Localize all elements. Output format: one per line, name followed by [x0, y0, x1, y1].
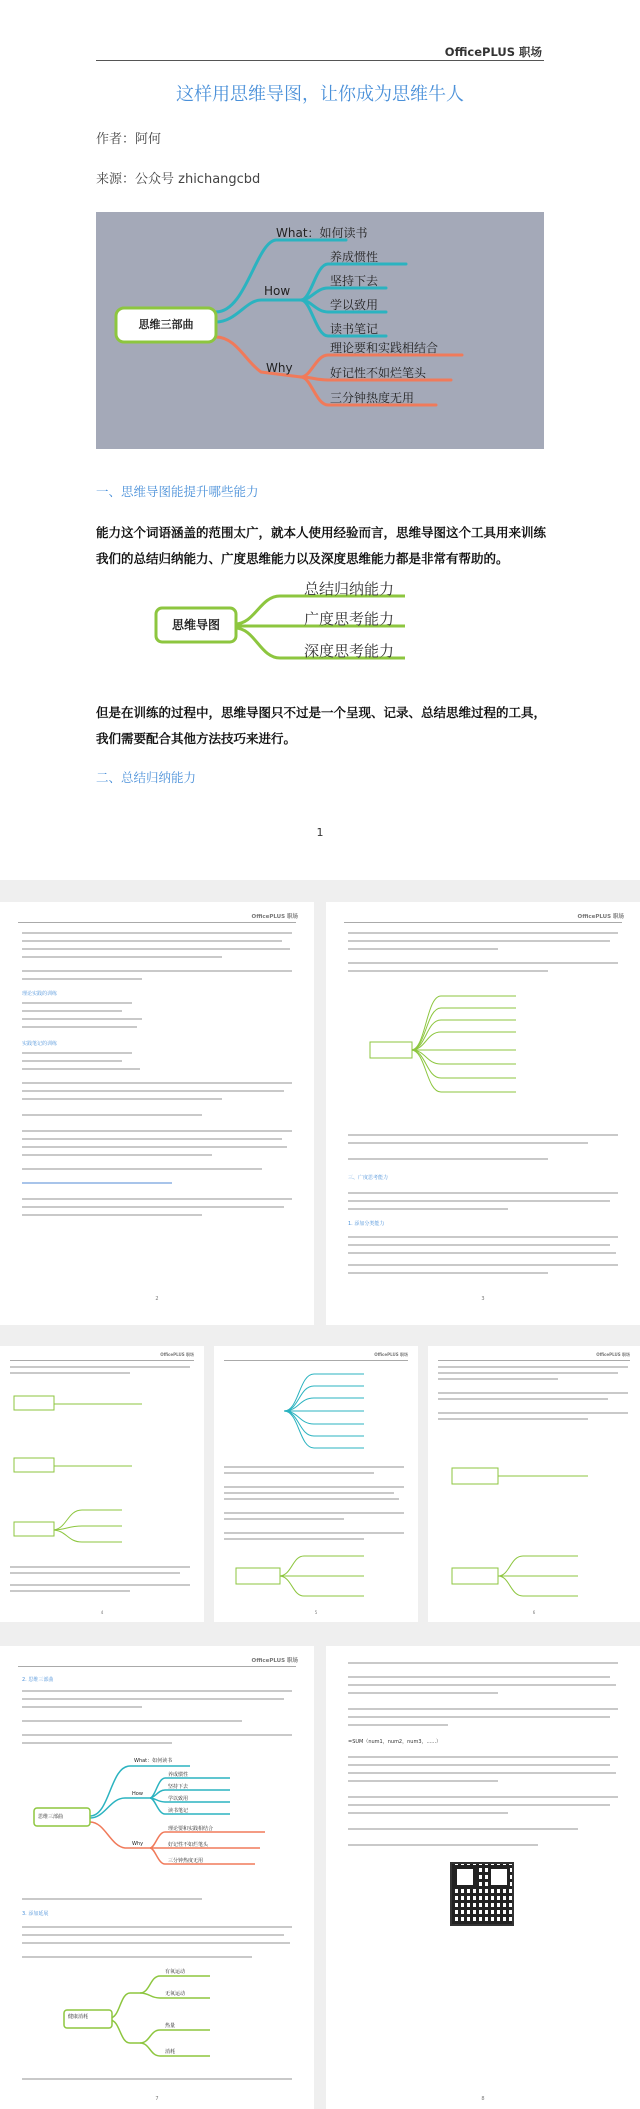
- page-number: 7: [155, 2096, 159, 2102]
- mindmap-center-label: 健康消耗: [68, 2014, 89, 2020]
- document-page-8: [326, 1646, 640, 2109]
- author-line: 作者：阿何: [96, 132, 162, 147]
- section-heading: 2. 思维三部曲: [22, 1677, 54, 1683]
- document-page-5: [214, 1346, 418, 1622]
- header-rule: [18, 1666, 296, 1667]
- paragraph-2: 但是在训练的过程中，思维导图只不过是一个呈现、记录、总结思维过程的工具，我们需要配合其他方法技巧来进行。: [96, 705, 547, 746]
- document-page-6: [428, 1346, 640, 1622]
- mindmap-item: 学以致用: [168, 1796, 189, 1802]
- mindmap-center-label: 思维三部曲: [138, 318, 194, 331]
- subheading: 理论实践的训练: [22, 991, 58, 997]
- page-number: 6: [532, 1610, 536, 1615]
- mindmap-thinking-trilogy: [96, 212, 544, 449]
- page-number: 8: [481, 2096, 485, 2102]
- section-heading: 三、广度思考能力: [348, 1175, 389, 1181]
- page-number: 5: [314, 1610, 318, 1615]
- mindmap-item: 好记性不如烂笔头: [168, 1842, 209, 1848]
- source-line: 来源：公众号 zhichangcbd: [96, 172, 261, 187]
- mindmap-item: 有氧运动: [165, 1969, 186, 1975]
- section-heading-1: 一、思维导图能提升哪些能力: [96, 484, 259, 499]
- mindmap2-item: 深度思考能力: [304, 642, 395, 660]
- page-header: OfficePLUS 职场: [596, 1352, 630, 1357]
- mindmap-why-label: Why: [132, 1841, 144, 1847]
- mindmap-item: 消耗: [165, 2049, 176, 2055]
- mindmap-why-label: Why: [266, 361, 293, 375]
- page5-mindmap: [244, 1366, 394, 1456]
- page6-mindmaps: [448, 1436, 618, 1606]
- header-rule: [96, 60, 544, 61]
- mindmap-why-item: 好记性不如烂笔头: [330, 366, 427, 380]
- mindmap-why-item: 三分钟热度无用: [330, 391, 415, 405]
- page-header: OfficePLUS 职场: [160, 1352, 194, 1357]
- mindmap-what-label: What：如何读书: [276, 226, 368, 240]
- page-number: 4: [100, 1610, 104, 1615]
- formula-text: =SUM（num1，num2，num3，......）: [348, 1739, 442, 1745]
- header-rule: [18, 922, 296, 923]
- document-page-1: [0, 0, 640, 880]
- article-title: 这样用思维导图，让你成为思维牛人: [176, 84, 464, 105]
- page-header: OfficePLUS 职场: [374, 1352, 408, 1357]
- mindmap2-item: 广度思考能力: [304, 610, 395, 628]
- page-header: OfficePLUS 职场: [251, 914, 298, 920]
- mindmap-item: 无氧运动: [165, 1991, 186, 1997]
- subheading: 实践笔记的训练: [22, 1041, 58, 1047]
- mindmap2-item: 总结归纳能力: [304, 580, 395, 598]
- page4-mindmaps: [12, 1380, 192, 1560]
- mindmap-item: 坚持下去: [168, 1784, 189, 1790]
- qr-code: [450, 1862, 514, 1926]
- mindmap-why-item: 理论要和实践相结合: [330, 341, 439, 355]
- mindmap-how-item: 养成惯性: [330, 250, 379, 264]
- section-heading: 3. 添加延展: [22, 1911, 49, 1917]
- page3-mindmap: [366, 986, 546, 1116]
- mindmap-what-label: What：如何读书: [134, 1758, 173, 1764]
- page-header: OfficePLUS 职场: [444, 45, 542, 59]
- mindmap-how-item: 读书笔记: [330, 322, 379, 336]
- header-rule: [344, 922, 622, 923]
- page-number: 1: [316, 826, 324, 839]
- mindmap-item: 读书笔记: [168, 1808, 189, 1814]
- mindmap-how-item: 坚持下去: [330, 274, 379, 288]
- mindmap-how-label: How: [264, 284, 291, 298]
- document-page-3: [326, 902, 640, 1325]
- page7-mindmap: [30, 1756, 280, 1886]
- document-page-4: [0, 1346, 204, 1622]
- page-header: OfficePLUS 职场: [577, 914, 624, 920]
- mindmap-center-label: 思维三部曲: [38, 1814, 64, 1820]
- mindmap-item: 养成惯性: [168, 1772, 189, 1778]
- subheading: 1. 添加分类能力: [348, 1221, 385, 1227]
- page5-mindmap-2: [234, 1546, 384, 1606]
- document-page-7: [0, 1646, 314, 2109]
- paragraph-1: 能力这个词语涵盖的范围太广，就本人使用经验而言，思维导图这个工具用来训练我们的总结归纳能力、广度思维能力以及深度思维能力都是非常有帮助的。: [96, 525, 547, 566]
- mindmap-how-item: 学以致用: [330, 298, 379, 312]
- document-page-2: [0, 902, 314, 1325]
- mindmap-how-label: How: [132, 1791, 143, 1797]
- page-number: 3: [481, 1296, 485, 1302]
- mindmap-item: 三分钟热度无用: [168, 1858, 204, 1864]
- section-heading-2: 二、总结归纳能力: [96, 770, 197, 785]
- page-header: OfficePLUS 职场: [251, 1658, 298, 1664]
- mindmap2-center-label: 思维导图: [171, 618, 220, 632]
- page-number: 2: [155, 1296, 159, 1302]
- mindmap-thinking-abilities: [150, 578, 450, 668]
- mindmap-item: 理论要和实践相结合: [168, 1826, 214, 1832]
- mindmap-item: 热量: [165, 2023, 176, 2029]
